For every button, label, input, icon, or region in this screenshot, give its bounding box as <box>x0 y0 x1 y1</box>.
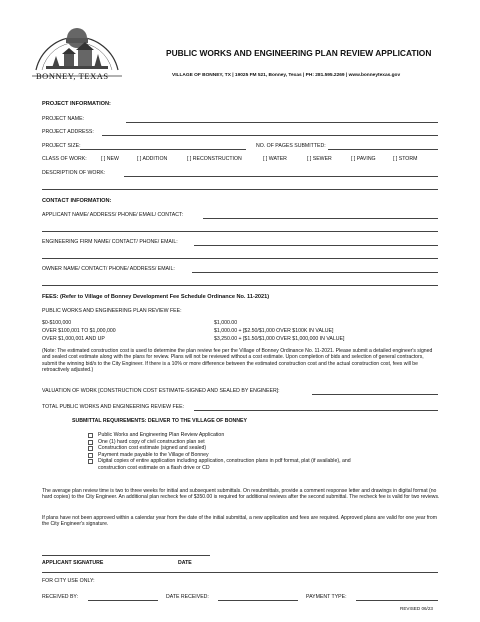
fee-label: PUBLIC WORKS AND ENGINEERING PLAN REVIEW FEE: <box>42 308 182 314</box>
approval-text: If plans have not been approved within a calendar year from the date of the initial submittal, a new application and fees are required. Approved plans are valid for one year from the City Engineer's signature. <box>42 515 438 528</box>
description-field-2[interactable] <box>42 189 438 190</box>
list-item-text: Digital copies of entire application including application, construction plans in pdf format, plat (if available), and <box>98 458 351 464</box>
class-checkbox-new[interactable]: [ ] NEW <box>101 156 119 162</box>
owner-label: OWNER NAME/ CONTACT/ PHONE/ ADDRESS/ EMAIL: <box>42 266 175 272</box>
project-size-label: PROJECT SIZE: <box>42 143 81 149</box>
pages-submitted-field[interactable] <box>328 149 438 150</box>
divider <box>42 572 438 573</box>
fee-note: (Note: The estimated construction cost is used to determine the plan review fee per the Village of Bonney Ordinance No. 11-2021. Please submit a detailed engineer's signed and sealed cost estimate along with the plans for review. Plans will not be reviewed without a cost estimate. Upon completion of bids and selection of general contractors, submit the winning bid/s to the City Engineer. If there is a 10% or more difference between the estimated construction cost and the actual construction cost, fees will be retroactively adjusted.) <box>42 348 433 374</box>
date-received-field[interactable] <box>218 600 298 601</box>
applicant-field-2[interactable] <box>42 231 438 232</box>
owner-field-2[interactable] <box>42 285 438 286</box>
list-item-text: One (1) hard copy of civil construction plan set <box>98 438 205 445</box>
description-label: DESCRIPTION OF WORK: <box>42 170 106 176</box>
city-use-label: FOR CITY USE ONLY: <box>42 578 95 584</box>
fee-row-3-fee: $3,250.00 + [$1.50/$1,000 OVER $1,000,000 IN VALUE] <box>214 336 345 342</box>
total-fee-field[interactable] <box>194 410 438 411</box>
engineering-field[interactable] <box>194 245 438 246</box>
fee-row-2-range: OVER $100,001 TO $1,000,000 <box>42 328 116 334</box>
pages-submitted-label: NO. OF PAGES SUBMITTED: <box>256 143 326 149</box>
applicant-field[interactable] <box>203 218 438 219</box>
valuation-label: VALUATION OF WORK [CONSTRUCTION COST ESTIMATE-SIGNED AND SEALED BY ENGINEER]: <box>42 388 280 394</box>
review-text: The average plan review time is two to three weeks for initial and subsequent submittals. On resubmittals, provide a comment response letter and drawings in digital format (no hard copies) to the City Engineer. An additional plan recheck fee of $350.00 is required for additional reviews after the second submittal. The recheck fee is valid for two reviews. <box>42 488 440 501</box>
class-checkbox-paving[interactable]: [ ] PAVING <box>351 156 376 162</box>
payment-type-label: PAYMENT TYPE: <box>306 594 347 600</box>
fee-row-1-range: $0-$100,000 <box>42 320 72 326</box>
signature-field[interactable] <box>42 555 210 556</box>
header-subtitle: VILLAGE OF BONNEY, TX | 19025 FM 521, Bonney, Texas | PH: 281.595.2269 | www.bonneytexas.gov <box>172 73 401 78</box>
page-title: PUBLIC WORKS AND ENGINEERING PLAN REVIEW APPLICATION <box>166 48 432 58</box>
class-checkbox-storm[interactable]: [ ] STORM <box>393 156 418 162</box>
engineering-field-2[interactable] <box>42 258 438 259</box>
total-fee-label: TOTAL PUBLIC WORKS AND ENGINEERING REVIEW FEE: <box>42 404 185 410</box>
project-size-field[interactable] <box>80 149 246 150</box>
payment-type-field[interactable] <box>356 600 438 601</box>
received-by-field[interactable] <box>88 600 158 601</box>
list-item-text: Public Works and Engineering Plan Review Application <box>98 432 225 438</box>
logo-text: BONNEY, TEXAS <box>36 72 109 81</box>
submittal-heading: SUBMITTAL REQUIREMENTS: DELIVER TO THE VILLAGE OF BONNEY <box>72 418 247 424</box>
class-checkbox-water[interactable]: [ ] WATER <box>263 156 287 162</box>
valuation-field[interactable] <box>312 394 438 395</box>
revised-date: REVISED 06/23 <box>400 606 433 611</box>
class-checkbox-reconstruction[interactable]: [ ] RECONSTRUCTION <box>187 156 242 162</box>
signature-date-label: DATE <box>178 560 192 566</box>
owner-field[interactable] <box>192 272 438 273</box>
list-item-text: Construction cost estimate (signed and sealed) <box>98 445 207 451</box>
project-address-field[interactable] <box>102 135 438 136</box>
description-field[interactable] <box>124 176 438 177</box>
submittal-list <box>88 432 351 471</box>
fee-row-1-fee: $1,000.00 <box>214 320 238 326</box>
list-item-text: Payment made payable to the Village of Bonney <box>98 451 209 458</box>
class-checkbox-sewer[interactable]: [ ] SEWER <box>307 156 332 162</box>
project-name-field[interactable] <box>126 122 438 123</box>
received-by-label: RECEIVED BY: <box>42 594 79 600</box>
contact-heading: CONTACT INFORMATION: <box>42 198 112 204</box>
list-item-continuation <box>88 465 351 472</box>
class-checkbox-addition[interactable]: [ ] ADDITION <box>137 156 168 162</box>
project-name-label: PROJECT NAME: <box>42 116 84 122</box>
applicant-label: APPLICANT NAME/ ADDRESS/ PHONE/ EMAIL/ CONTACT: <box>42 212 184 218</box>
class-of-work-label: CLASS OF WORK: <box>42 156 87 162</box>
date-received-label: DATE RECEIVED: <box>166 594 209 600</box>
project-address-label: PROJECT ADDRESS: <box>42 129 94 135</box>
fee-row-3-range: OVER $1,000,001 AND UP <box>42 336 105 342</box>
fees-heading: FEES: (Refer to Village of Bonney Development Fee Schedule Ordinance No. 11-2021) <box>42 294 270 300</box>
fee-row-2-fee: $1,000.00 + [$2.50/$1,000 OVER $100K IN VALUE] <box>214 328 334 334</box>
applicant-signature-label: APPLICANT SIGNATURE <box>42 560 104 566</box>
list-item-text: construction cost estimate on a flash drive or CD <box>98 464 210 471</box>
engineering-label: ENGINEERING FIRM NAME/ CONTACT/ PHONE/ EMAIL: <box>42 239 178 245</box>
project-heading: PROJECT INFORMATION: <box>42 101 111 107</box>
